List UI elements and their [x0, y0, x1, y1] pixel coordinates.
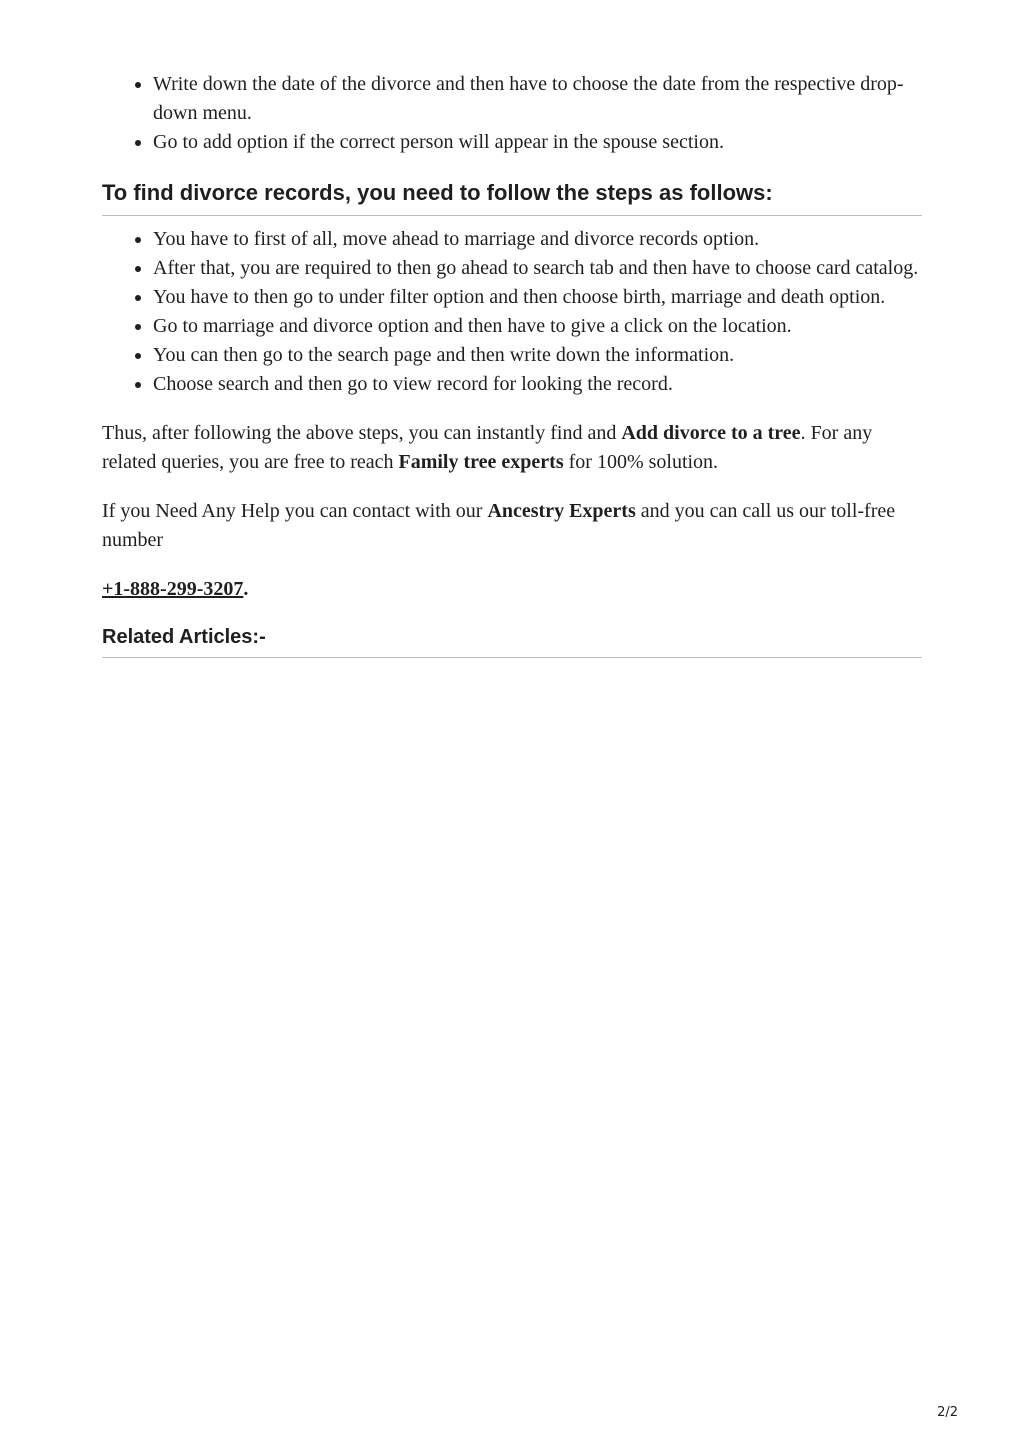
add-divorce-emphasis: Add divorce to a tree: [621, 422, 801, 444]
help-paragraph: [102, 497, 922, 555]
list-item: • Write down the date of the divorce and then have to choose the date from the respective drop-down menu.: [153, 70, 922, 128]
phone-paragraph: [102, 575, 922, 604]
phone-number-link[interactable]: +1-888-299-3207: [102, 578, 244, 600]
section-heading: To find divorce records, you need to follow the steps as follows:: [102, 179, 922, 216]
summary-text: Thus, after following the above steps, you can instantly find and: [102, 422, 622, 444]
list-item: • Go to marriage and divorce option and then have to give a click on the location.: [153, 312, 922, 341]
phone-suffix: .: [243, 578, 249, 600]
list-item: • You have to then go to under filter option and then choose birth, marriage and death option.: [153, 283, 922, 312]
list-item: • You can then go to the search page and then write down the information.: [153, 341, 922, 370]
summary-paragraph: [102, 419, 922, 477]
family-tree-experts-emphasis: Family tree experts: [398, 451, 564, 473]
document-page: [102, 70, 922, 658]
instructions-list: [102, 70, 922, 157]
list-item: • You have to first of all, move ahead to marriage and divorce records option.: [153, 225, 922, 254]
help-text: If you Need Any Help you can contact with our: [102, 500, 488, 522]
page-number: 2/2: [937, 1405, 958, 1420]
summary-text: for 100% solution.: [563, 451, 719, 473]
help-text: and you can call us our toll-free number: [102, 500, 896, 551]
related-articles-heading: Related Articles:-: [102, 624, 922, 658]
summary-text: . For any related queries, you are free to reach: [102, 422, 873, 473]
ancestry-experts-emphasis: Ancestry Experts: [487, 500, 636, 522]
list-item: • After that, you are required to then go ahead to search tab and then have to choose card catalog.: [153, 254, 922, 283]
list-item: • Choose search and then go to view record for looking the record.: [153, 370, 922, 399]
list-item: • Go to add option if the correct person will appear in the spouse section.: [153, 128, 922, 157]
steps-list: [102, 225, 922, 399]
